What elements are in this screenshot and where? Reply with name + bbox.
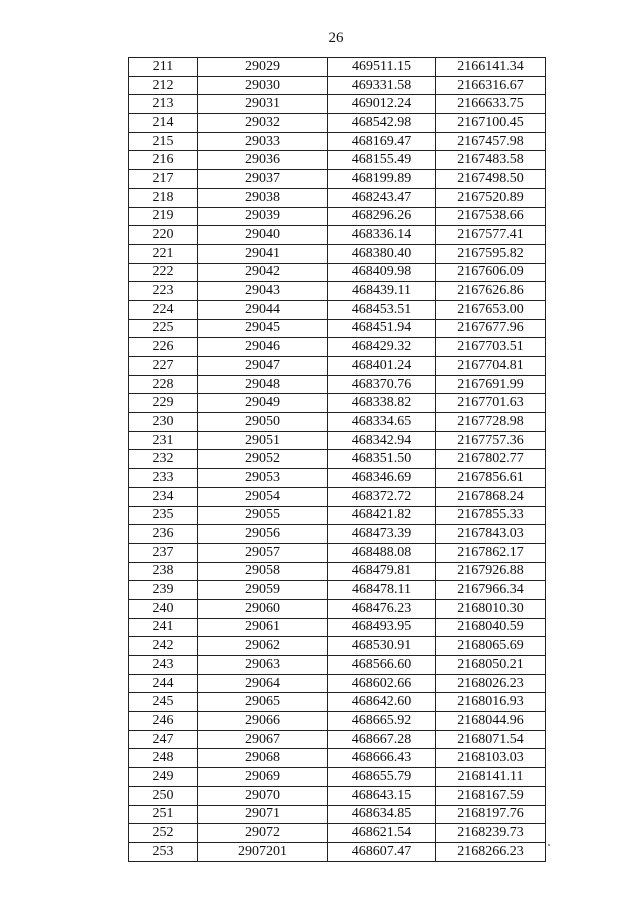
x-coordinate-cell: 468473.39 bbox=[328, 525, 436, 544]
x-coordinate-cell: 469331.58 bbox=[328, 76, 436, 95]
point-id-cell: 29048 bbox=[198, 375, 328, 394]
x-coordinate-cell: 468380.40 bbox=[328, 244, 436, 263]
table-row bbox=[129, 581, 546, 600]
y-coordinate-cell: 2168197.76 bbox=[436, 805, 546, 824]
table-row bbox=[129, 76, 546, 95]
point-id-cell: 29051 bbox=[198, 431, 328, 450]
table-row bbox=[129, 394, 546, 413]
x-coordinate-cell: 468401.24 bbox=[328, 357, 436, 376]
table-row bbox=[129, 188, 546, 207]
point-id-cell: 29069 bbox=[198, 768, 328, 787]
point-index-cell: 214 bbox=[129, 114, 198, 133]
table-row bbox=[129, 674, 546, 693]
y-coordinate-cell: 2167577.41 bbox=[436, 226, 546, 245]
table-row bbox=[129, 413, 546, 432]
y-coordinate-cell: 2168266.23 bbox=[436, 842, 546, 861]
point-index-cell: 220 bbox=[129, 226, 198, 245]
point-index-cell: 236 bbox=[129, 525, 198, 544]
x-coordinate-cell: 468334.65 bbox=[328, 413, 436, 432]
y-coordinate-cell: 2167704.81 bbox=[436, 357, 546, 376]
point-id-cell: 29043 bbox=[198, 282, 328, 301]
table-row bbox=[129, 656, 546, 675]
point-id-cell: 29045 bbox=[198, 319, 328, 338]
point-id-cell: 29053 bbox=[198, 469, 328, 488]
table-row bbox=[129, 300, 546, 319]
table-row bbox=[129, 357, 546, 376]
y-coordinate-cell: 2168044.96 bbox=[436, 712, 546, 731]
point-index-cell: 238 bbox=[129, 562, 198, 581]
table-row bbox=[129, 226, 546, 245]
point-index-cell: 246 bbox=[129, 712, 198, 731]
point-id-cell: 29046 bbox=[198, 338, 328, 357]
point-id-cell: 29039 bbox=[198, 207, 328, 226]
point-index-cell: 244 bbox=[129, 674, 198, 693]
x-coordinate-cell: 468476.23 bbox=[328, 599, 436, 618]
table-row bbox=[129, 170, 546, 189]
table-row bbox=[129, 842, 546, 861]
point-id-cell: 29056 bbox=[198, 525, 328, 544]
table-row bbox=[129, 244, 546, 263]
point-id-cell: 29059 bbox=[198, 581, 328, 600]
y-coordinate-cell: 2167606.09 bbox=[436, 263, 546, 282]
x-coordinate-cell: 469012.24 bbox=[328, 95, 436, 114]
x-coordinate-cell: 468493.95 bbox=[328, 618, 436, 637]
point-id-cell: 29058 bbox=[198, 562, 328, 581]
x-coordinate-cell: 468243.47 bbox=[328, 188, 436, 207]
x-coordinate-cell: 468530.91 bbox=[328, 637, 436, 656]
y-coordinate-cell: 2167538.66 bbox=[436, 207, 546, 226]
table-row bbox=[129, 282, 546, 301]
table-row bbox=[129, 749, 546, 768]
point-id-cell: 29029 bbox=[198, 58, 328, 77]
point-id-cell: 29060 bbox=[198, 599, 328, 618]
point-id-cell: 29072 bbox=[198, 824, 328, 843]
table-row bbox=[129, 637, 546, 656]
point-id-cell: 29055 bbox=[198, 506, 328, 525]
point-id-cell: 29032 bbox=[198, 114, 328, 133]
y-coordinate-cell: 2168016.93 bbox=[436, 693, 546, 712]
point-index-cell: 223 bbox=[129, 282, 198, 301]
table-row bbox=[129, 824, 546, 843]
point-index-cell: 234 bbox=[129, 487, 198, 506]
table-row bbox=[129, 693, 546, 712]
point-id-cell: 29054 bbox=[198, 487, 328, 506]
point-index-cell: 229 bbox=[129, 394, 198, 413]
point-index-cell: 245 bbox=[129, 693, 198, 712]
y-coordinate-cell: 2167868.24 bbox=[436, 487, 546, 506]
y-coordinate-cell: 2168141.11 bbox=[436, 768, 546, 787]
x-coordinate-cell: 468429.32 bbox=[328, 338, 436, 357]
table-row bbox=[129, 543, 546, 562]
y-coordinate-cell: 2166316.67 bbox=[436, 76, 546, 95]
x-coordinate-cell: 468296.26 bbox=[328, 207, 436, 226]
scan-speck bbox=[548, 844, 550, 846]
x-coordinate-cell: 468602.66 bbox=[328, 674, 436, 693]
y-coordinate-cell: 2167100.45 bbox=[436, 114, 546, 133]
y-coordinate-cell: 2168071.54 bbox=[436, 730, 546, 749]
y-coordinate-cell: 2167802.77 bbox=[436, 450, 546, 469]
point-index-cell: 251 bbox=[129, 805, 198, 824]
y-coordinate-cell: 2167701.63 bbox=[436, 394, 546, 413]
table-row bbox=[129, 469, 546, 488]
table-row bbox=[129, 712, 546, 731]
x-coordinate-cell: 468634.85 bbox=[328, 805, 436, 824]
point-id-cell: 29071 bbox=[198, 805, 328, 824]
point-id-cell: 29030 bbox=[198, 76, 328, 95]
point-index-cell: 235 bbox=[129, 506, 198, 525]
point-index-cell: 239 bbox=[129, 581, 198, 600]
point-id-cell: 29062 bbox=[198, 637, 328, 656]
x-coordinate-cell: 468642.60 bbox=[328, 693, 436, 712]
x-coordinate-cell: 468621.54 bbox=[328, 824, 436, 843]
point-index-cell: 252 bbox=[129, 824, 198, 843]
x-coordinate-cell: 468346.69 bbox=[328, 469, 436, 488]
y-coordinate-cell: 2168026.23 bbox=[436, 674, 546, 693]
y-coordinate-cell: 2168050.21 bbox=[436, 656, 546, 675]
y-coordinate-cell: 2168010.30 bbox=[436, 599, 546, 618]
y-coordinate-cell: 2167926.88 bbox=[436, 562, 546, 581]
point-id-cell: 29038 bbox=[198, 188, 328, 207]
x-coordinate-cell: 468479.81 bbox=[328, 562, 436, 581]
point-index-cell: 248 bbox=[129, 749, 198, 768]
x-coordinate-cell: 468643.15 bbox=[328, 786, 436, 805]
x-coordinate-cell: 468666.43 bbox=[328, 749, 436, 768]
point-index-cell: 240 bbox=[129, 599, 198, 618]
x-coordinate-cell: 468338.82 bbox=[328, 394, 436, 413]
table-row bbox=[129, 506, 546, 525]
x-coordinate-cell: 468421.82 bbox=[328, 506, 436, 525]
x-coordinate-cell: 468372.72 bbox=[328, 487, 436, 506]
y-coordinate-cell: 2167855.33 bbox=[436, 506, 546, 525]
table-row bbox=[129, 319, 546, 338]
x-coordinate-cell: 468370.76 bbox=[328, 375, 436, 394]
y-coordinate-cell: 2168065.69 bbox=[436, 637, 546, 656]
point-id-cell: 2907201 bbox=[198, 842, 328, 861]
point-id-cell: 29065 bbox=[198, 693, 328, 712]
point-id-cell: 29041 bbox=[198, 244, 328, 263]
y-coordinate-cell: 2166633.75 bbox=[436, 95, 546, 114]
point-id-cell: 29042 bbox=[198, 263, 328, 282]
x-coordinate-cell: 468667.28 bbox=[328, 730, 436, 749]
x-coordinate-cell: 468665.92 bbox=[328, 712, 436, 731]
table-row bbox=[129, 95, 546, 114]
point-index-cell: 218 bbox=[129, 188, 198, 207]
point-id-cell: 29047 bbox=[198, 357, 328, 376]
x-coordinate-cell: 468453.51 bbox=[328, 300, 436, 319]
y-coordinate-cell: 2168167.59 bbox=[436, 786, 546, 805]
point-index-cell: 222 bbox=[129, 263, 198, 282]
x-coordinate-cell: 468409.98 bbox=[328, 263, 436, 282]
x-coordinate-cell: 468155.49 bbox=[328, 151, 436, 170]
x-coordinate-cell: 468439.11 bbox=[328, 282, 436, 301]
y-coordinate-cell: 2167626.86 bbox=[436, 282, 546, 301]
point-id-cell: 29066 bbox=[198, 712, 328, 731]
point-index-cell: 253 bbox=[129, 842, 198, 861]
point-index-cell: 231 bbox=[129, 431, 198, 450]
point-index-cell: 211 bbox=[129, 58, 198, 77]
y-coordinate-cell: 2166141.34 bbox=[436, 58, 546, 77]
point-id-cell: 29068 bbox=[198, 749, 328, 768]
y-coordinate-cell: 2167457.98 bbox=[436, 132, 546, 151]
point-index-cell: 243 bbox=[129, 656, 198, 675]
point-index-cell: 217 bbox=[129, 170, 198, 189]
table-row bbox=[129, 207, 546, 226]
y-coordinate-cell: 2167520.89 bbox=[436, 188, 546, 207]
table-row bbox=[129, 114, 546, 133]
point-index-cell: 242 bbox=[129, 637, 198, 656]
table-row bbox=[129, 431, 546, 450]
point-index-cell: 232 bbox=[129, 450, 198, 469]
y-coordinate-cell: 2167483.58 bbox=[436, 151, 546, 170]
y-coordinate-cell: 2167757.36 bbox=[436, 431, 546, 450]
table-row bbox=[129, 805, 546, 824]
table-row bbox=[129, 450, 546, 469]
table-row bbox=[129, 525, 546, 544]
point-id-cell: 29057 bbox=[198, 543, 328, 562]
point-id-cell: 29052 bbox=[198, 450, 328, 469]
page-number: 26 bbox=[328, 30, 344, 46]
point-index-cell: 224 bbox=[129, 300, 198, 319]
table-row bbox=[129, 618, 546, 637]
table-row bbox=[129, 599, 546, 618]
x-coordinate-cell: 468566.60 bbox=[328, 656, 436, 675]
y-coordinate-cell: 2167843.03 bbox=[436, 525, 546, 544]
y-coordinate-cell: 2167691.99 bbox=[436, 375, 546, 394]
point-id-cell: 29070 bbox=[198, 786, 328, 805]
point-id-cell: 29063 bbox=[198, 656, 328, 675]
y-coordinate-cell: 2167856.61 bbox=[436, 469, 546, 488]
y-coordinate-cell: 2167728.98 bbox=[436, 413, 546, 432]
table-row bbox=[129, 132, 546, 151]
point-id-cell: 29031 bbox=[198, 95, 328, 114]
y-coordinate-cell: 2167595.82 bbox=[436, 244, 546, 263]
table-row bbox=[129, 375, 546, 394]
point-id-cell: 29064 bbox=[198, 674, 328, 693]
point-id-cell: 29036 bbox=[198, 151, 328, 170]
y-coordinate-cell: 2167862.17 bbox=[436, 543, 546, 562]
y-coordinate-cell: 2168239.73 bbox=[436, 824, 546, 843]
table-row bbox=[129, 263, 546, 282]
point-index-cell: 249 bbox=[129, 768, 198, 787]
point-index-cell: 237 bbox=[129, 543, 198, 562]
point-index-cell: 233 bbox=[129, 469, 198, 488]
point-id-cell: 29044 bbox=[198, 300, 328, 319]
point-id-cell: 29040 bbox=[198, 226, 328, 245]
x-coordinate-cell: 468542.98 bbox=[328, 114, 436, 133]
x-coordinate-cell: 468655.79 bbox=[328, 768, 436, 787]
point-index-cell: 216 bbox=[129, 151, 198, 170]
point-index-cell: 213 bbox=[129, 95, 198, 114]
table-row bbox=[129, 487, 546, 506]
point-id-cell: 29049 bbox=[198, 394, 328, 413]
x-coordinate-cell: 468199.89 bbox=[328, 170, 436, 189]
table-row bbox=[129, 786, 546, 805]
point-index-cell: 212 bbox=[129, 76, 198, 95]
point-index-cell: 219 bbox=[129, 207, 198, 226]
x-coordinate-cell: 468351.50 bbox=[328, 450, 436, 469]
x-coordinate-cell: 468478.11 bbox=[328, 581, 436, 600]
y-coordinate-cell: 2167703.51 bbox=[436, 338, 546, 357]
point-id-cell: 29067 bbox=[198, 730, 328, 749]
table-row bbox=[129, 730, 546, 749]
y-coordinate-cell: 2167653.00 bbox=[436, 300, 546, 319]
point-index-cell: 228 bbox=[129, 375, 198, 394]
point-index-cell: 225 bbox=[129, 319, 198, 338]
x-coordinate-cell: 468169.47 bbox=[328, 132, 436, 151]
x-coordinate-cell: 468488.08 bbox=[328, 543, 436, 562]
y-coordinate-cell: 2167966.34 bbox=[436, 581, 546, 600]
y-coordinate-cell: 2167677.96 bbox=[436, 319, 546, 338]
point-index-cell: 230 bbox=[129, 413, 198, 432]
point-index-cell: 247 bbox=[129, 730, 198, 749]
point-index-cell: 215 bbox=[129, 132, 198, 151]
y-coordinate-cell: 2167498.50 bbox=[436, 170, 546, 189]
table-row bbox=[129, 768, 546, 787]
y-coordinate-cell: 2168040.59 bbox=[436, 618, 546, 637]
x-coordinate-cell: 468336.14 bbox=[328, 226, 436, 245]
y-coordinate-cell: 2168103.03 bbox=[436, 749, 546, 768]
point-index-cell: 250 bbox=[129, 786, 198, 805]
x-coordinate-cell: 469511.15 bbox=[328, 58, 436, 77]
point-id-cell: 29061 bbox=[198, 618, 328, 637]
table-row bbox=[129, 562, 546, 581]
point-index-cell: 226 bbox=[129, 338, 198, 357]
x-coordinate-cell: 468451.94 bbox=[328, 319, 436, 338]
x-coordinate-cell: 468607.47 bbox=[328, 842, 436, 861]
coordinates-table bbox=[128, 57, 546, 862]
point-index-cell: 227 bbox=[129, 357, 198, 376]
table-row bbox=[129, 338, 546, 357]
point-index-cell: 221 bbox=[129, 244, 198, 263]
point-id-cell: 29050 bbox=[198, 413, 328, 432]
point-id-cell: 29037 bbox=[198, 170, 328, 189]
table-row bbox=[129, 58, 546, 77]
x-coordinate-cell: 468342.94 bbox=[328, 431, 436, 450]
coordinates-table-body bbox=[129, 58, 546, 862]
table-row bbox=[129, 151, 546, 170]
point-id-cell: 29033 bbox=[198, 132, 328, 151]
point-index-cell: 241 bbox=[129, 618, 198, 637]
